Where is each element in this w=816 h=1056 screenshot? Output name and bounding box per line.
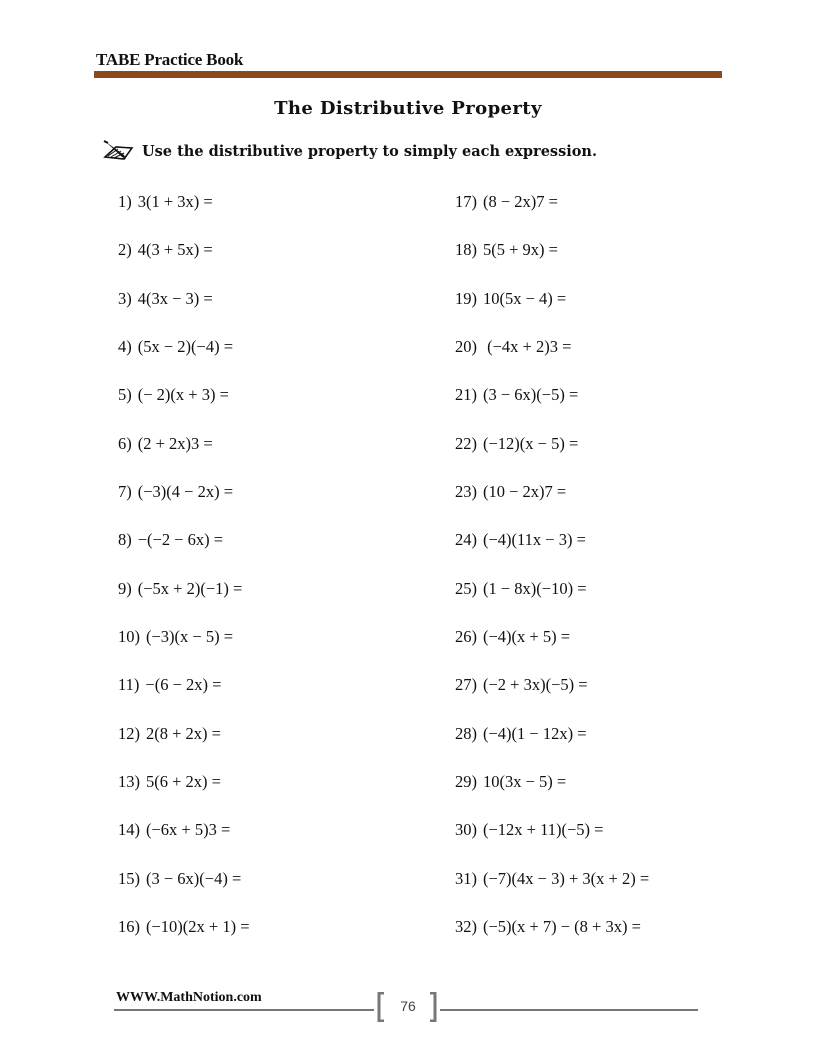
problem-number: 12) bbox=[118, 723, 140, 743]
problem-number: 13) bbox=[118, 772, 140, 792]
problem-number: 17) bbox=[455, 192, 477, 211]
footer-rule-left bbox=[114, 1009, 374, 1011]
problem-number: 11) bbox=[118, 675, 140, 695]
problem-item bbox=[118, 432, 418, 480]
page-title: The Distributive Property bbox=[274, 98, 542, 119]
problem-item bbox=[118, 190, 418, 238]
problem-item bbox=[455, 480, 755, 528]
problem-expression: (−6x + 5)3 = bbox=[146, 820, 231, 840]
problem-number: 21) bbox=[455, 385, 477, 405]
problem-number: 3) bbox=[118, 288, 132, 308]
header-rule bbox=[94, 71, 722, 78]
problem-number: 32) bbox=[455, 917, 477, 937]
problem-expression: (1 − 8x)(−10) = bbox=[483, 578, 587, 598]
problem-column-left bbox=[118, 190, 418, 964]
problem-expression: (2 + 2x)3 = bbox=[137, 433, 213, 453]
problem-expression: 10(3x − 5) = bbox=[483, 772, 567, 792]
problem-item bbox=[118, 480, 418, 528]
problem-item bbox=[455, 818, 755, 866]
problem-item bbox=[455, 867, 755, 915]
problem-number: 14) bbox=[118, 820, 140, 840]
problem-expression: 5(6 + 2x) = bbox=[146, 772, 221, 792]
problem-number: 28) bbox=[455, 723, 477, 743]
problem-number: 4) bbox=[118, 337, 132, 357]
problem-expression: (−4)(x + 5) = bbox=[483, 627, 571, 647]
problem-item bbox=[118, 287, 418, 335]
problem-item bbox=[455, 383, 755, 431]
problem-item bbox=[118, 383, 418, 431]
problem-item bbox=[118, 867, 418, 915]
problem-number: 1) bbox=[118, 192, 132, 211]
problem-expression: (−10)(2x + 1) = bbox=[146, 917, 250, 937]
problem-number: 25) bbox=[455, 578, 477, 598]
problem-number: 27) bbox=[455, 675, 477, 695]
footer-rule-right bbox=[440, 1009, 698, 1011]
problem-expression: 4(3x − 3) = bbox=[137, 288, 213, 308]
problem-expression: (− 2)(x + 3) = bbox=[137, 385, 229, 405]
problem-item bbox=[118, 915, 418, 963]
problem-number: 26) bbox=[455, 627, 477, 647]
problem-item bbox=[455, 287, 755, 335]
problem-expression: (−5x + 2)(−1) = bbox=[137, 578, 243, 598]
problem-number: 7) bbox=[118, 482, 132, 502]
problem-number: 24) bbox=[455, 530, 477, 550]
problem-number: 8) bbox=[118, 530, 132, 550]
problem-expression: (−2 + 3x)(−5) = bbox=[483, 675, 588, 695]
problem-item bbox=[455, 577, 755, 625]
problem-expression: 4(3 + 5x) = bbox=[137, 240, 213, 260]
problem-item bbox=[455, 625, 755, 673]
problem-expression: (3 − 6x)(−4) = bbox=[146, 868, 242, 888]
problem-expression: −(6 − 2x) = bbox=[145, 675, 222, 695]
problem-expression: (−4)(1 − 12x) = bbox=[483, 723, 587, 743]
problem-expression: −(−2 − 6x) = bbox=[137, 530, 224, 550]
problem-item bbox=[118, 818, 418, 866]
problem-number: 16) bbox=[118, 917, 140, 937]
problem-number: 29) bbox=[455, 772, 477, 792]
problem-expression: 5(5 + 9x) = bbox=[483, 240, 558, 260]
problem-item bbox=[455, 722, 755, 770]
problem-item bbox=[118, 770, 418, 818]
problem-expression: (−7)(4x − 3) + 3(x + 2) = bbox=[483, 868, 650, 888]
problem-column-right bbox=[455, 190, 755, 964]
problem-expression: (3 − 6x)(−5) = bbox=[483, 385, 579, 405]
problem-item bbox=[118, 528, 418, 576]
problem-number: 5) bbox=[118, 385, 132, 405]
problem-expression: (−4x + 2)3 = bbox=[483, 337, 572, 357]
problem-item bbox=[118, 238, 418, 286]
left-bracket-icon bbox=[376, 992, 386, 1022]
problem-number: 19) bbox=[455, 288, 477, 308]
header-title: TABE Practice Book bbox=[96, 50, 244, 69]
problem-number: 30) bbox=[455, 820, 477, 840]
problem-number: 6) bbox=[118, 433, 132, 453]
page-number: 76 bbox=[400, 998, 416, 1014]
problem-item bbox=[455, 335, 755, 383]
problem-item bbox=[118, 335, 418, 383]
right-bracket-icon bbox=[428, 992, 438, 1022]
problem-item bbox=[118, 625, 418, 673]
problem-expression: (10 − 2x)7 = bbox=[483, 482, 567, 502]
problem-number: 15) bbox=[118, 868, 140, 888]
problem-expression: (8 − 2x)7 = bbox=[483, 192, 558, 211]
pencil-paper-icon bbox=[102, 139, 136, 163]
problem-expression: (5x − 2)(−4) = bbox=[137, 337, 234, 357]
problem-expression: 3(1 + 3x) = bbox=[137, 192, 213, 211]
problem-expression: (−4)(11x − 3) = bbox=[483, 530, 586, 550]
problem-number: 10) bbox=[118, 627, 140, 647]
problem-item bbox=[455, 528, 755, 576]
problem-expression: (−3)(4 − 2x) = bbox=[137, 482, 234, 502]
problem-expression: (−12x + 11)(−5) = bbox=[483, 820, 604, 840]
problem-number: 31) bbox=[455, 868, 477, 888]
problem-number: 18) bbox=[455, 240, 477, 260]
problem-number: 22) bbox=[455, 433, 477, 453]
problem-item bbox=[455, 915, 755, 963]
problem-item bbox=[455, 673, 755, 721]
instruction-text: Use the distributive property to simply each expression. bbox=[142, 142, 598, 160]
problem-item bbox=[118, 577, 418, 625]
problem-number: 2) bbox=[118, 240, 132, 260]
problem-number: 20) bbox=[455, 337, 477, 357]
problem-expression: 2(8 + 2x) = bbox=[146, 723, 221, 743]
problem-expression: 10(5x − 4) = bbox=[483, 288, 567, 308]
problem-item bbox=[455, 770, 755, 818]
instruction bbox=[102, 139, 597, 163]
problem-expression: (−5)(x + 7) − (8 + 3x) = bbox=[483, 917, 641, 937]
problem-item bbox=[455, 432, 755, 480]
problem-item bbox=[118, 722, 418, 770]
problem-expression: (−3)(x − 5) = bbox=[146, 627, 234, 647]
problem-item bbox=[455, 190, 755, 238]
problem-item bbox=[455, 238, 755, 286]
problem-number: 23) bbox=[455, 482, 477, 502]
footer-website-link[interactable]: WWW.MathNotion.com bbox=[116, 990, 262, 1005]
problem-number: 9) bbox=[118, 578, 132, 598]
problem-expression: (−12)(x − 5) = bbox=[483, 433, 579, 453]
problem-item bbox=[118, 673, 418, 721]
